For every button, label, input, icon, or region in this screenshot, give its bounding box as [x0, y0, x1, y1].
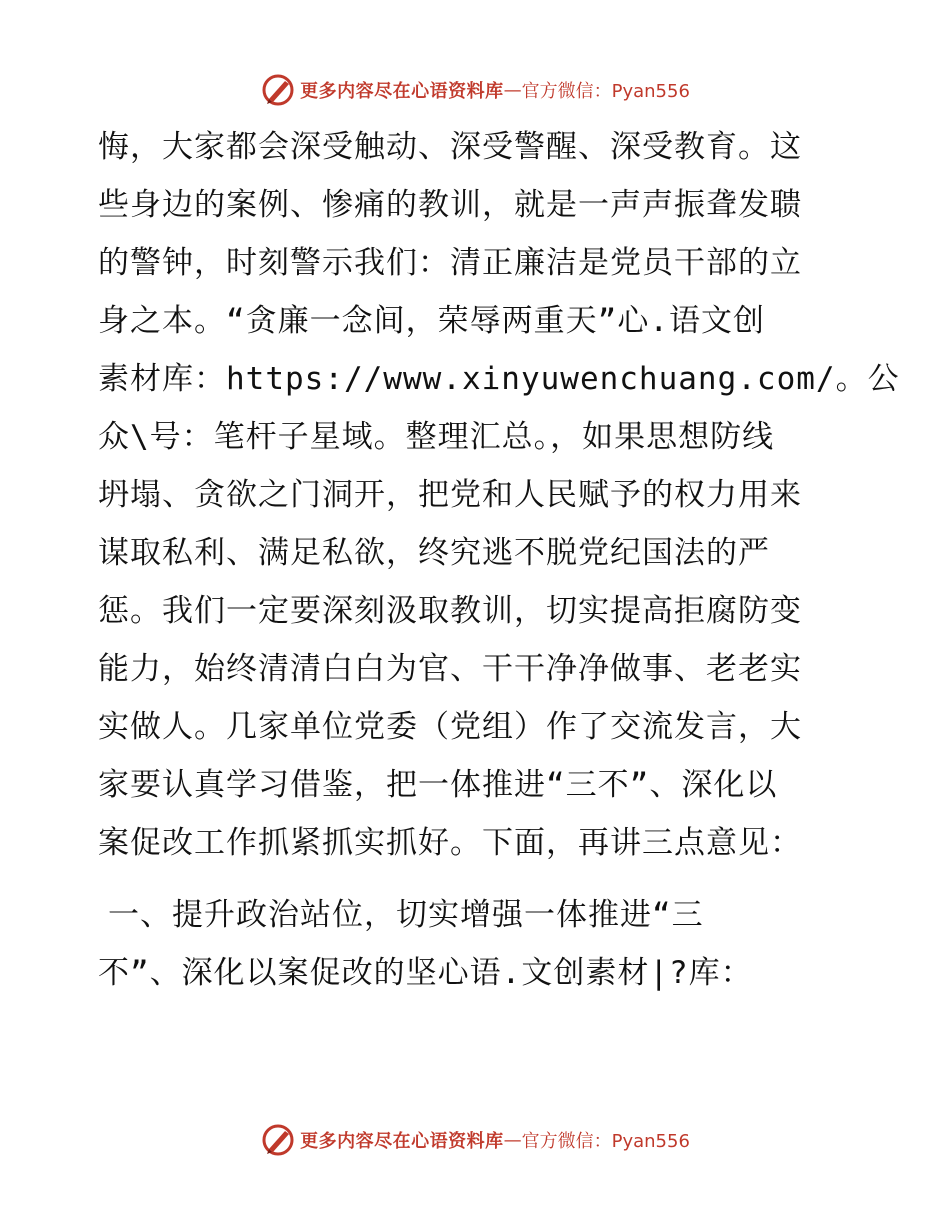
body-line: 案促改工作抓紧抓实抓好。下面，再讲三点意见： — [98, 825, 802, 861]
body-line: 能力，始终清清白白为官、干干净净做事、老老实 — [98, 651, 802, 687]
footer-banner — [0, 1120, 950, 1160]
body-line: 惩。我们一定要深刻汲取教训，切实提高拒腐防变 — [98, 593, 802, 629]
section-heading-line: 一、提升政治站位，切实增强一体推进“三 — [108, 897, 704, 933]
body-line: 悔，大家都会深受触动、深受警醒、深受教育。这 — [98, 129, 802, 165]
banner-title: 更多内容尽在心语资料库 — [300, 81, 504, 102]
document-body — [98, 118, 900, 1002]
body-line: 众\号：笔杆子星域。整理汇总。，如果思想防线 — [98, 419, 775, 455]
body-line: 身之本。“贪廉一念间，荣辱两重天”心.语文创 — [98, 303, 765, 339]
pen-logo-icon — [260, 72, 296, 108]
pen-logo-icon — [260, 1122, 296, 1158]
section-heading-line: 不”、深化以案促改的坚心语.文创素材|?库： — [98, 955, 753, 991]
body-line: 谋取私利、满足私欲，终究逃不脱党纪国法的严 — [98, 535, 770, 571]
body-line: 素材库：https://www.xinyuwenchuang.com/。公 — [98, 361, 900, 397]
banner-title: 更多内容尽在心语资料库 — [300, 1131, 504, 1152]
banner-separator: — — [503, 1129, 522, 1151]
body-line: 家要认真学习借鉴，把一体推进“三不”、深化以 — [98, 767, 778, 803]
body-line: 的警钟，时刻警示我们：清正廉洁是党员干部的立 — [98, 245, 802, 281]
header-banner — [0, 70, 950, 110]
body-line: 些身边的案例、惨痛的教训，就是一声声振聋发聩 — [98, 187, 802, 223]
banner-wechat: 官方微信：Pyan556 — [521, 81, 690, 102]
paragraph-gap — [98, 872, 858, 886]
banner-separator: — — [503, 79, 522, 101]
banner-wechat: 官方微信：Pyan556 — [521, 1131, 690, 1152]
body-line: 坍塌、贪欲之门洞开，把党和人民赋予的权力用来 — [98, 477, 802, 513]
body-line: 实做人。几家单位党委（党组）作了交流发言，大 — [98, 709, 802, 745]
